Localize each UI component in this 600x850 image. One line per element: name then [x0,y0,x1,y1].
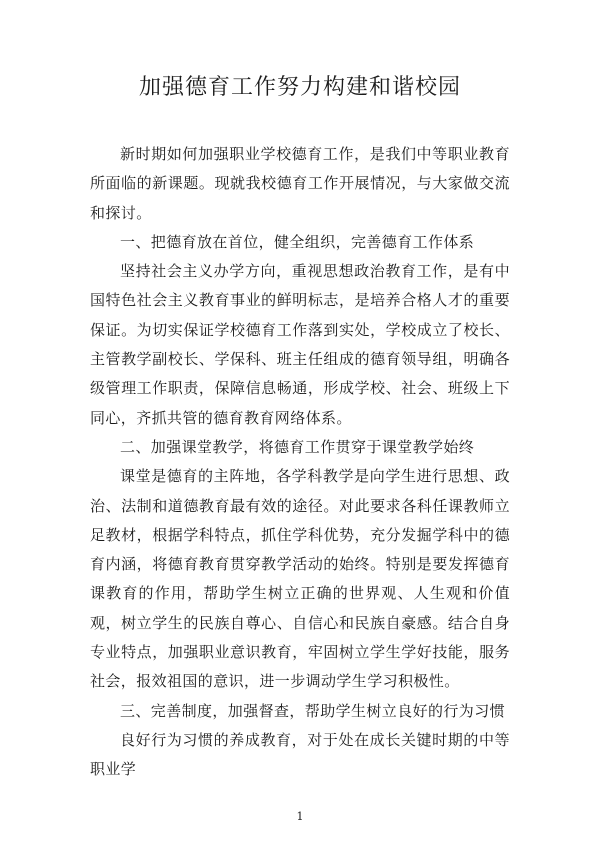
page-number: 1 [296,810,304,823]
section-1-paragraph: 坚持社会主义办学方向，重视思想政治教育工作，是有中国特色社会主义教育事业的鲜明标志，是培养合格人才的重要保证。为切实保证学校德育工作落到实处，学校成立了校长、主管教学副校长、学保科、班主任组成的德育领导组，明确各级管理工作职责，保障信息畅通，形成学校、社会、班级上下同心，齐抓共管的德育教育网络体系。 [90,262,510,427]
section-2-paragraph: 课堂是德育的主阵地，各学科教学是向学生进行思想、政治、法制和道德教育最有效的途径。对此要求各科任课教师立足教材，根据学科特点，抓住学科优势，充分发掘学科中的德育内涵，将德育教育贯穿教学活动的始终。特别是要发挥德育课教育的作用，帮助学生树立正确的世界观、人生观和价值观，树立学生的民族自尊心、自信心和民族自豪感。结合自身专业特点，加强职业意识教育，牢固树立学生学好技能，服务社会，报效祖国的意识，进一步调动学生学习积极性。 [90,467,510,691]
section-heading-1: 一、把德育放在首位，健全组织，完善德育工作体系 [120,232,475,251]
section-heading-3: 三、完善制度，加强督查，帮助学生树立良好的行为习惯 [120,701,506,720]
section-heading-2: 二、加强课堂教学，将德育工作贯穿于课堂教学始终 [120,437,475,456]
section-3-paragraph: 良好行为习惯的养成教育，对于处在成长关键时期的中等职业学 [90,730,510,779]
document-body [90,140,510,785]
intro-paragraph: 新时期如何加强职业学校德育工作，是我们中等职业教育所面临的新课题。现就我校德育工作开展情况，与大家做交流和探讨。 [90,145,510,222]
document-title: 加强德育工作努力构建和谐校园 [138,75,461,100]
